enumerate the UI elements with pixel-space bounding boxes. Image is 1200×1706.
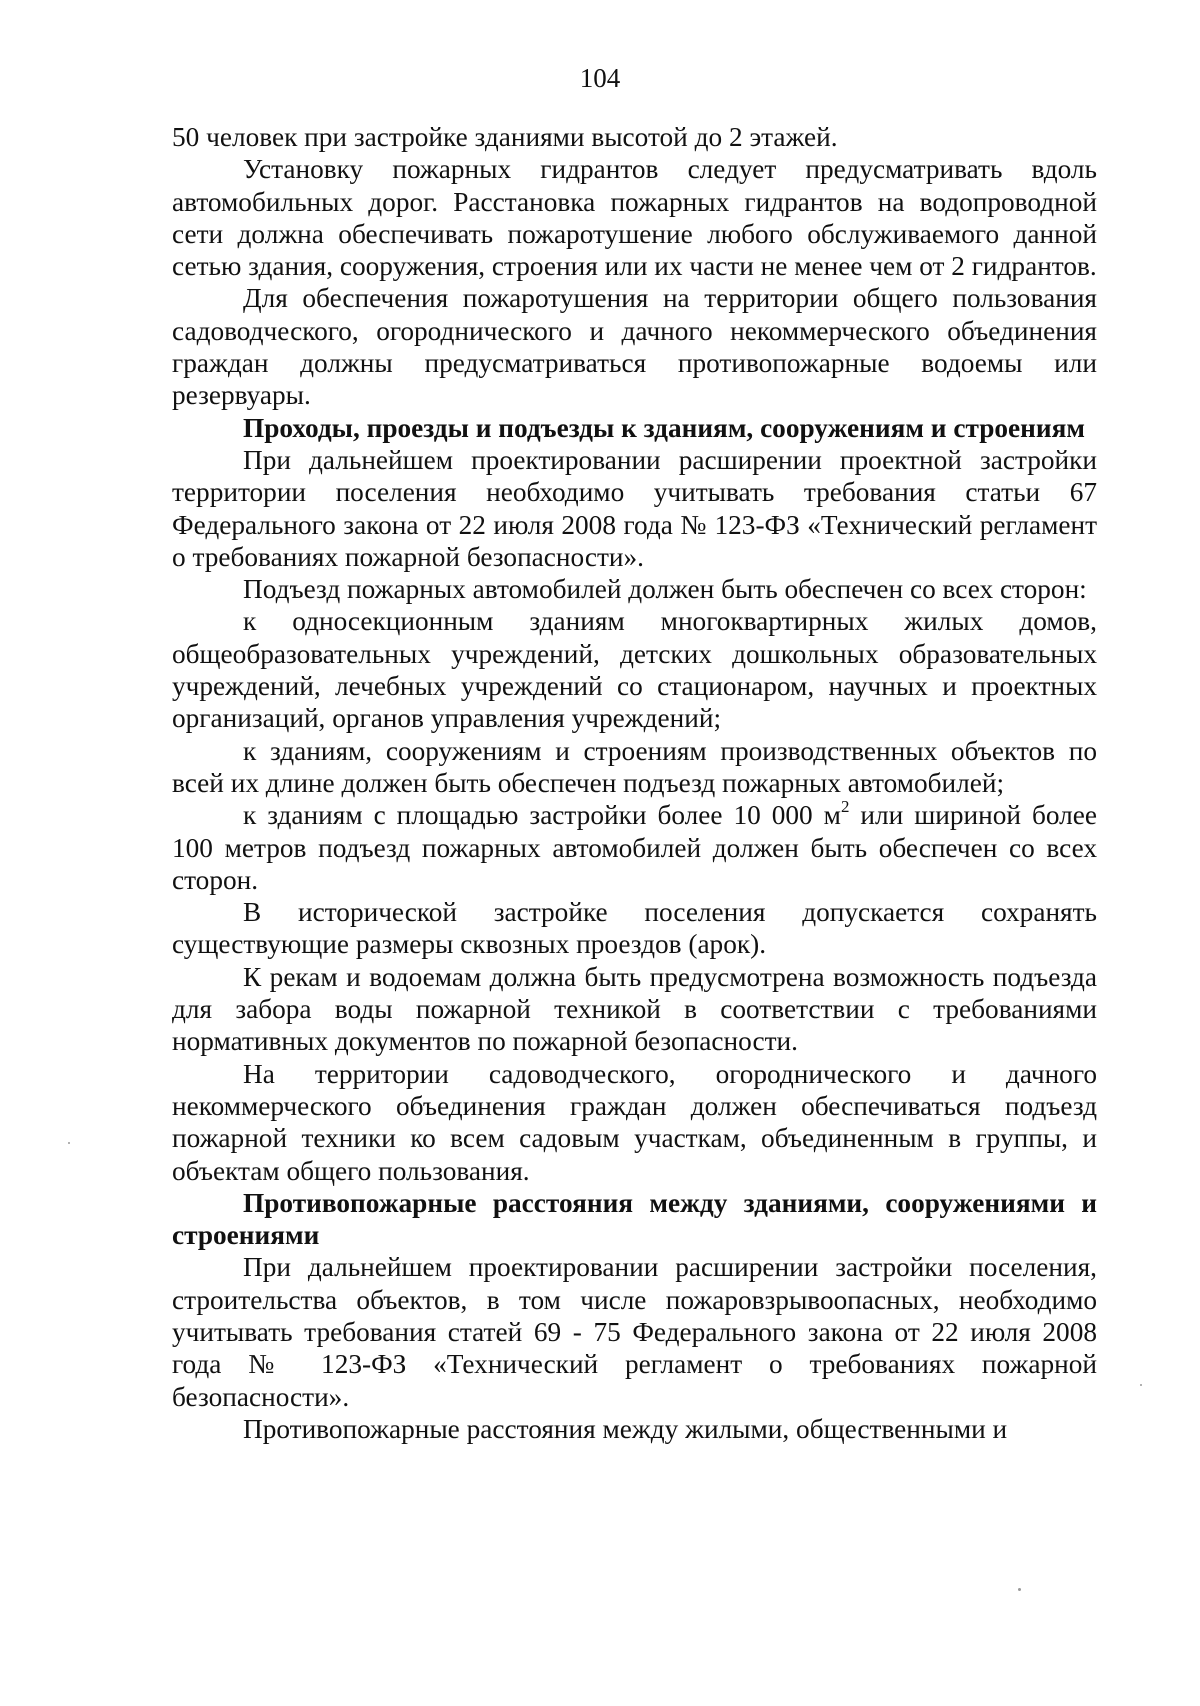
section-heading-access-roads: Проходы, проезды и подъезды к зданиям, сооружениям и строениям	[243, 412, 1085, 443]
paragraph-water-bodies: К рекам и водоемам должна быть предусмотрена возможность подъезда для забора воды пожарной техникой в соответствии с требованиями нормативных документов по пожарной безопасности.	[172, 961, 1097, 1057]
paragraph-article-67: При дальнейшем проектировании расширении проектной застройки территории поселения необходимо учитывать требования статьи 67 Федерального закона от 22 июля 2008 года № 123-ФЗ «Технический регламент о требованиях пожарной безопасности».	[172, 444, 1097, 572]
square-meter-exponent: 2	[840, 796, 850, 816]
paragraph-hydrants: Установку пожарных гидрантов следует предусматривать вдоль автомобильных дорог. Расстановка пожарных гидрантов на водопроводной сети должна обеспечивать пожаротушение любого обслуживаемого данной сетью здания, сооружения, строения или их части не менее чем от 2 гидрантов.	[172, 154, 1097, 282]
paragraph-industrial-objects: к зданиям, сооружениям и строениям производственных объектов по всей их длине должен быть обеспечен подъезд пожарных автомобилей;	[172, 735, 1097, 798]
scan-speck	[1018, 1588, 1021, 1591]
paragraph-fire-truck-access: Подъезд пожарных автомобилей должен быть обеспечен со всех сторон:	[243, 574, 1087, 605]
paragraph-large-buildings	[172, 796, 1098, 896]
section-heading-fire-distances: Противопожарные расстояния между зданиями, сооружениями и строениями	[172, 1187, 1097, 1251]
large-buildings-text-start: к зданиям с площадью застройки более 10 000 м	[243, 800, 841, 831]
scan-speck	[1140, 1384, 1142, 1386]
paragraph-articles-69-75: При дальнейшем проектировании расширении застройки поселения, строительства объектов, в том числе пожаровзрывоопасных, необходимо учитывать требования статей 69 - 75 Федерального закона от 22 июля 2008 года № 123-ФЗ «Технический регламент о требованиях пожарной безопасности».	[172, 1252, 1097, 1412]
scan-speck	[68, 1142, 70, 1144]
page-number: 104	[579, 63, 621, 93]
paragraph-continuation: 50 человек при застройке зданиями высотой до 2 этажей.	[172, 122, 838, 152]
paragraph-reservoirs: Для обеспечения пожаротушения на территории общего пользования садоводческого, огороднического и дачного некоммерческого объединения граждан должны предусматриваться противопожарные водоемы или резервуары.	[172, 283, 1097, 411]
paragraph-garden-association: На территории садоводческого, огороднического и дачного некоммерческого объединения граждан должен обеспечиваться подъезд пожарной техники ко всем садовым участкам, объединенным в группы, и объектам общего пользования.	[172, 1058, 1097, 1186]
paragraph-distances-start: Противопожарные расстояния между жилыми, общественными и	[243, 1413, 1008, 1444]
large-buildings-text-end: или шириной более 100 метров подъезд пожарных автомобилей должен быть обеспечен со всех сторон.	[172, 800, 1098, 895]
paragraph-historic-arches: В исторической застройке поселения допускается сохранять существующие размеры сквозных проездов (арок).	[172, 897, 1097, 960]
document-body	[172, 121, 1097, 1445]
paragraph-single-section-buildings: к односекционным зданиям многоквартирных жилых домов, общеобразовательных учреждений, детских дошкольных образовательных учреждений, лечебных учреждений со стационаром, научных и проектных организаций, органов управления учреждений;	[172, 606, 1097, 734]
